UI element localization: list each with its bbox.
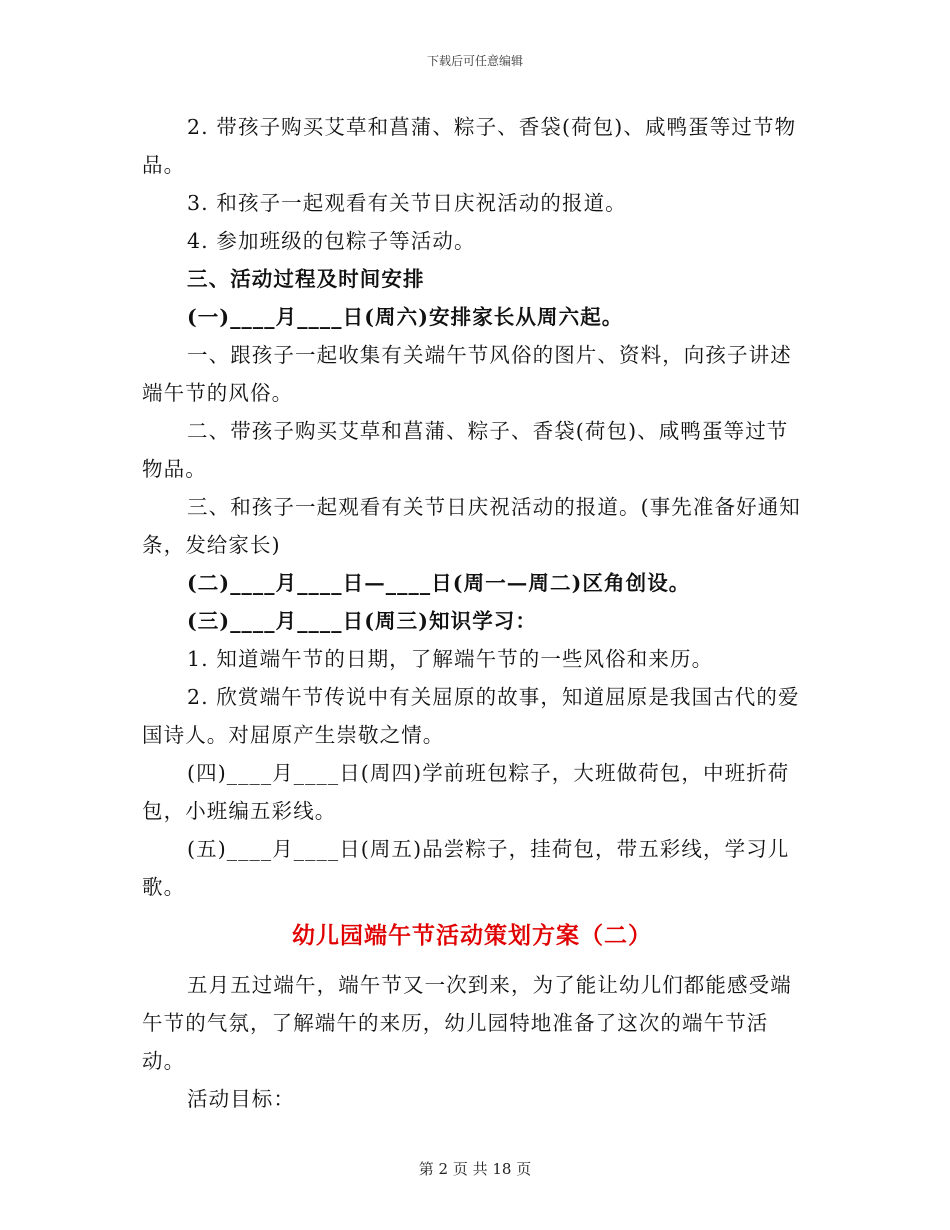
paragraph: 五月五过端午，端午节又一次到来，为了能让幼儿们都能感受端午节的气氛，了解端午的来历，幼儿园特地准备了这次的端午节活动。 (142, 973, 792, 1073)
paragraph: 一、跟孩子一起收集有关端午节风俗的图片、资料，向孩子讲述端午节的风俗。 (142, 343, 792, 405)
paragraph: 2. 带孩子购买艾草和菖蒲、粽子、香袋(荷包)、咸鸭蛋等过节物品。 (142, 115, 797, 177)
subsection-heading: (二)____月____日—____日(周一—周二)区角创设。 (187, 571, 691, 595)
document-body (142, 108, 802, 1118)
paragraph: (四)____月____日(周四)学前班包粽子，大班做荷包，中班折荷包，小班编五彩线。 (142, 761, 790, 823)
subsection-heading: (一)____月____日(周六)安排家长从周六起。 (187, 305, 624, 329)
paragraph: 二、带孩子购买艾草和菖蒲、粽子、香袋(荷包)、咸鸭蛋等过节物品。 (142, 419, 789, 481)
subsection-heading: (三)____月____日(周三)知识学习： (187, 609, 537, 633)
section-heading: 三、活动过程及时间安排 (187, 267, 425, 291)
paragraph: 4. 参加班级的包粽子等活动。 (187, 229, 476, 253)
paragraph: (五)____月____日(周五)品尝粽子，挂荷包，带五彩线，学习儿歌。 (142, 837, 790, 899)
section-title: 幼儿园端午节活动策划方案（二） (292, 922, 652, 949)
page-footer: 第 2 页 共 18 页 (418, 1160, 532, 1178)
paragraph: 三、和孩子一起观看有关节日庆祝活动的报道。(事先准备好通知条，发给家长) (142, 495, 801, 557)
paragraph: 1. 知道端午节的日期，了解端午节的一些风俗和来历。 (187, 647, 714, 671)
page-header: 下载后可任意编辑 (426, 54, 523, 68)
paragraph: 2. 欣赏端午节传说中有关屈原的故事，知道屈原是我国古代的爱国诗人。对屈原产生崇敬之情。 (142, 685, 800, 747)
paragraph: 3. 和孩子一起观看有关节日庆祝活动的报道。 (187, 191, 627, 215)
paragraph: 活动目标： (187, 1087, 295, 1111)
